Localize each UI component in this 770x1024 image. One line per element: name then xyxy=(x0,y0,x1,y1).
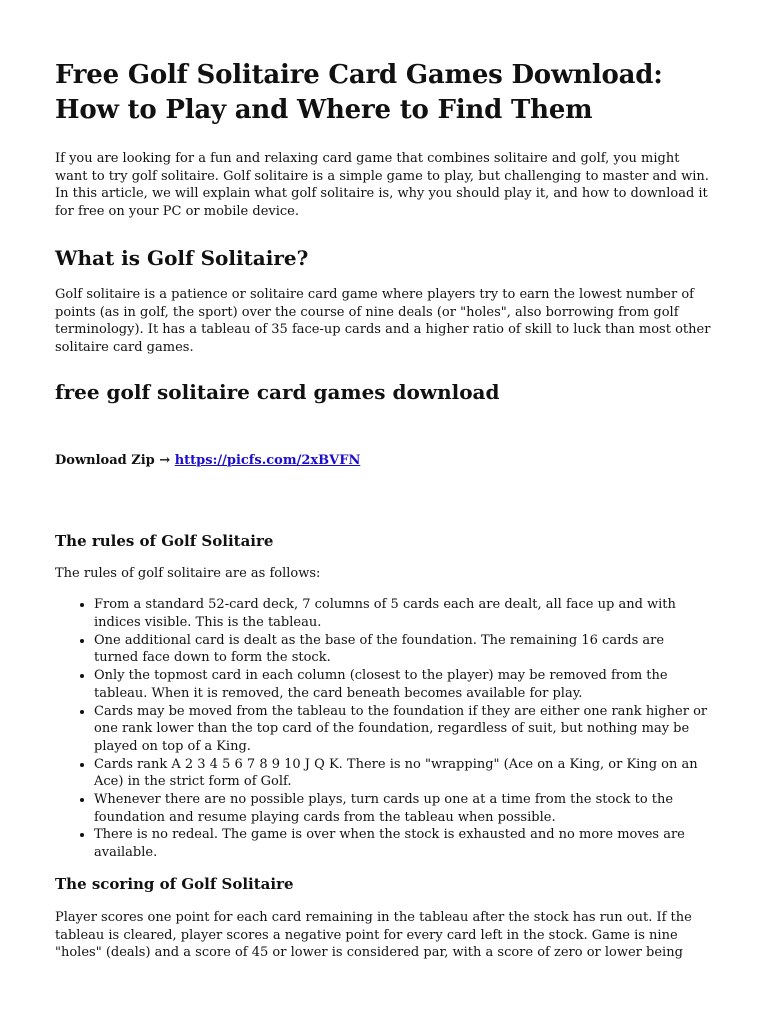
section-heading-what-is: What is Golf Solitaire? xyxy=(55,245,309,270)
list-item: • From a standard 52-card deck, 7 columns of 5 cards each are dealt, all face up and with indices visible. This is the tableau. xyxy=(94,596,711,631)
scoring-paragraph: Player scores one point for each card remaining in the tableau after the stock has run out. If the tableau is cleared, player scores a negative point for every card left in the stock. Game is nine "holes" (deals) and a score of 45 or lower is considered par, with a score of zero or lower being xyxy=(55,909,692,961)
page-title: Free Golf Solitaire Card Games Download: How to Play and Where to Find Them xyxy=(55,60,663,125)
scoring-heading: The scoring of Golf Solitaire xyxy=(55,874,294,893)
what-is-paragraph: Golf solitaire is a patience or solitaire card game where players try to earn the lowest number of points (as in golf, the sport) over the course of nine deals (or "holes", also borrowing from golf terminology). It has a tableau of 35 face-up cards and a higher ratio of skill to luck than most other solitaire card games. xyxy=(55,286,711,355)
list-item: • One additional card is dealt as the base of the foundation. The remaining 16 cards are turned face down to form the stock. xyxy=(94,632,711,667)
rules-heading: The rules of Golf Solitaire xyxy=(55,531,274,550)
list-item: • Cards rank A 2 3 4 5 6 7 8 9 10 J Q K. There is no "wrapping" (Ace on a King, or King on an Ace) in the strict form of Golf. xyxy=(94,756,711,791)
download-label: Download Zip → xyxy=(55,452,175,468)
document-page xyxy=(55,58,711,962)
download-line xyxy=(55,453,711,468)
rules-intro: The rules of golf solitaire are as follows: xyxy=(55,565,321,581)
list-item: • Cards may be moved from the tableau to the foundation if they are either one rank higher or one rank lower than the top card of the foundation, regardless of suit, but nothing may be played on top of a King. xyxy=(94,703,711,756)
list-item: • Only the topmost card in each column (closest to the player) may be removed from the tableau. When it is removed, the card beneath becomes available for play. xyxy=(94,667,711,702)
download-link[interactable]: https://picfs.com/2xBVFN xyxy=(174,452,361,468)
list-item: • Whenever there are no possible plays, turn cards up one at a time from the stock to the foundation and resume playing cards from the tableau when possible. xyxy=(94,791,711,826)
intro-paragraph: If you are looking for a fun and relaxing card game that combines solitaire and golf, you might want to try golf solitaire. Golf solitaire is a simple game to play, but challenging to master and win. In this article, we will explain what golf solitaire is, why you should play it, and how to download it for free on your PC or mobile device. xyxy=(55,151,709,220)
section-heading-download: free golf solitaire card games download xyxy=(55,379,500,404)
list-item: • There is no redeal. The game is over when the stock is exhausted and no more moves are available. xyxy=(94,826,711,861)
rules-list xyxy=(55,596,711,862)
